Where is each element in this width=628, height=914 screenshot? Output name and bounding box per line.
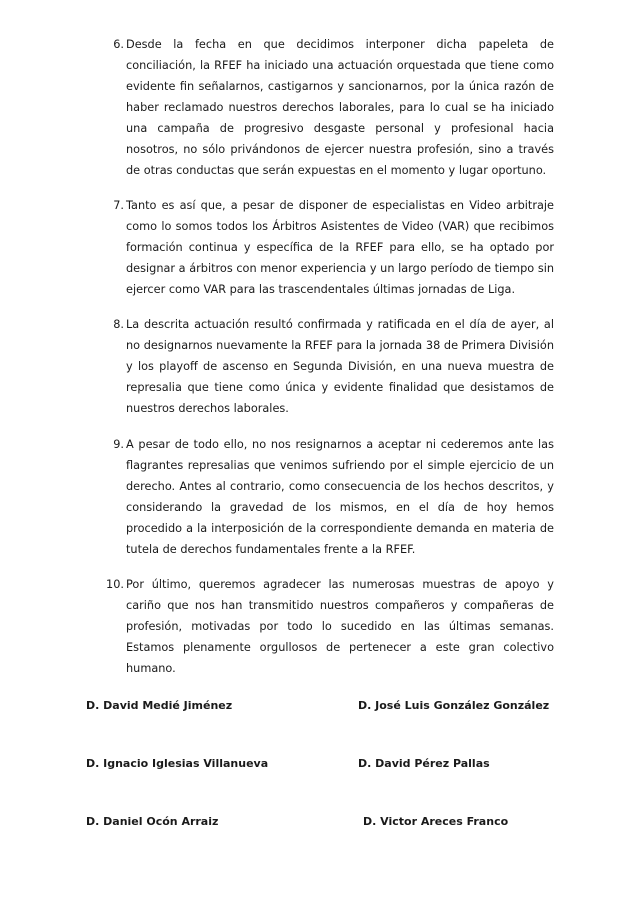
signatory-name: D. David Pérez Pallas xyxy=(358,757,490,770)
item-number: 8. xyxy=(113,318,124,331)
item-number: 10. xyxy=(106,578,124,591)
item-text: Por último, queremos agradecer las numerosas muestras de apoyo y cariño que nos han transmitido nuestros compañeros y compañeras de profesión, motivadas por todo lo sucedido en las últimas semanas. Estamos plenamente orgullosos de pertenecer a este gran colectivo humano. xyxy=(126,578,554,675)
item-number: 9. xyxy=(113,438,124,451)
item-number: 7. xyxy=(113,199,124,212)
item-text: La descrita actuación resultó confirmada y ratificada en el día de ayer, al no designarnos nuevamente la RFEF para la jornada 38 de Primera División y los playoff de ascenso en Segunda División, en una nueva muestra de represalia que tiene como única y evidente finalidad que desistamos de nuestros derechos laborales. xyxy=(126,318,554,415)
item-number: 6. xyxy=(113,38,124,51)
signatory-name: D. Victor Areces Franco xyxy=(363,815,509,828)
item-text: Tanto es así que, a pesar de disponer de especialistas en Video arbitraje como lo somos todos los Árbitros Asistentes de Video (VAR) que recibimos formación continua y específica de la RFEF para ello, se ha optado por designar a árbitros con menor experiencia y un largo período de tiempo sin ejercer como VAR para las trascendentales últimas jornadas de Liga. xyxy=(126,199,554,296)
signatory-name: D. José Luis González González xyxy=(358,699,550,712)
item-text: A pesar de todo ello, no nos resignarnos a aceptar ni cederemos ante las flagrantes represalias que venimos sufriendo por el simple ejercicio de un derecho. Antes al contrario, como consecuencia de los hechos descritos, y considerando la gravedad de los mismos, en el día de hoy hemos procedido a la interposición de la correspondiente demanda en materia de tutela de derechos fundamentales frente a la RFEF. xyxy=(126,438,554,556)
signatory-name: D. Ignacio Iglesias Villanueva xyxy=(86,757,269,770)
signatory-name: D. David Medié Jiménez xyxy=(86,699,233,712)
signatory-name: D. Daniel Ocón Arraiz xyxy=(86,815,219,828)
item-text: Desde la fecha en que decidimos interponer dicha papeleta de conciliación, la RFEF ha iniciado una actuación orquestada que tiene como evidente fin señalarnos, castigarnos y sancionarnos, por la única razón de haber reclamado nuestros derechos laborales, para lo cual se ha iniciado una campaña de progresivo desgaste personal y profesional hacia nosotros, no sólo privándonos de ejercer nuestra profesión, sino a través de otras conductas que serán expuestas en el momento y lugar oportuno. xyxy=(126,38,554,177)
